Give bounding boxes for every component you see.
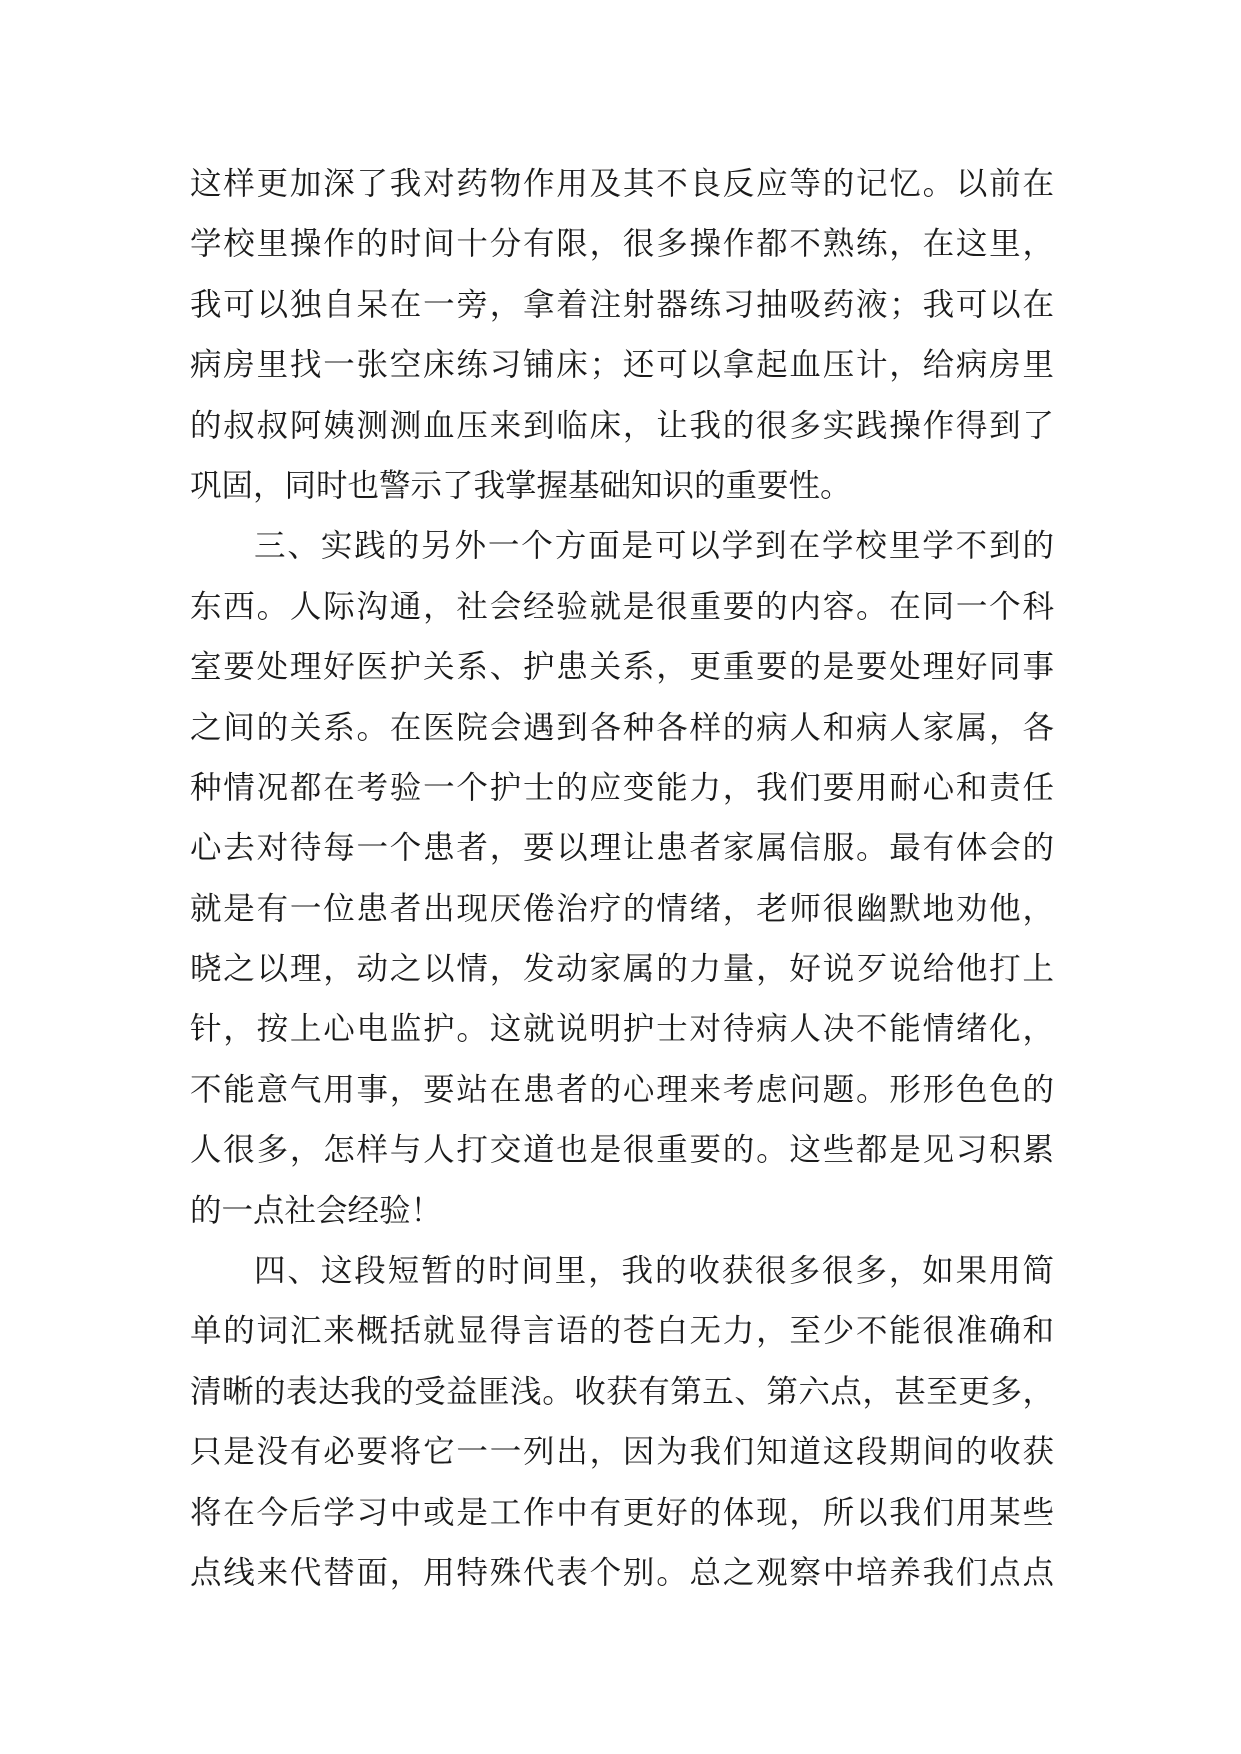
- text-line: 种情况都在考验一个护士的应变能力，我们要用耐心和责任: [190, 769, 1054, 806]
- text-line: 将在今后学习中或是工作中有更好的体现，所以我们用某些: [190, 1494, 1054, 1531]
- text-line: 心去对待每一个患者，要以理让患者家属信服。最有体会的: [190, 830, 1054, 867]
- text-line: 清晰的表达我的受益匪浅。收获有第五、第六点，甚至更多，: [190, 1373, 1054, 1410]
- text-line: 点线来代替面，用特殊代表个别。总之观察中培养我们点点: [190, 1554, 1054, 1591]
- text-line: 东西。人际沟通，社会经验就是很重要的内容。在同一个科: [190, 588, 1054, 625]
- text-line: 的一点社会经验！: [190, 1192, 443, 1229]
- text-line: 不能意气用事，要站在患者的心理来考虑问题。形形色色的: [190, 1071, 1054, 1108]
- text-line: 病房里找一张空床练习铺床；还可以拿起血压计，给病房里: [190, 347, 1054, 384]
- text-line: 学校里操作的时间十分有限，很多操作都不熟练，在这里，: [190, 226, 1054, 263]
- text-line: 单的词汇来概括就显得言语的苍白无力，至少不能很准确和: [190, 1313, 1054, 1350]
- text-line: 室要处理好医护关系、护患关系，更重要的是要处理好同事: [190, 649, 1054, 686]
- text-line: 人很多，怎样与人打交道也是很重要的。这些都是见习积累: [190, 1132, 1054, 1169]
- text-line: 这样更加深了我对药物作用及其不良反应等的记忆。以前在: [190, 166, 1054, 202]
- document-body: [190, 154, 1054, 1603]
- paragraph-first-line: 三、实践的另外一个方面是可以学到在学校里学不到的: [254, 528, 1054, 565]
- text-line: 只是没有必要将它一一列出，因为我们知道这段期间的收获: [190, 1434, 1054, 1471]
- text-line: 的叔叔阿姨测测血压来到临床，让我的很多实践操作得到了: [190, 407, 1054, 444]
- text-line: 巩固，同时也警示了我掌握基础知识的重要性。: [190, 467, 852, 504]
- text-line: 之间的关系。在医院会遇到各种各样的病人和病人家属，各: [190, 709, 1054, 746]
- text-line: 针，按上心电监护。这就说明护士对待病人决不能情绪化，: [190, 1011, 1054, 1048]
- text-line: 我可以独自呆在一旁，拿着注射器练习抽吸药液；我可以在: [190, 286, 1054, 323]
- paragraph-first-line: 四、这段短暂的时间里，我的收获很多很多，如果用简: [254, 1253, 1054, 1290]
- text-line: 晓之以理，动之以情，发动家属的力量，好说歹说给他打上: [190, 951, 1054, 988]
- text-line: 就是有一位患者出现厌倦治疗的情绪，老师很幽默地劝他，: [190, 890, 1054, 927]
